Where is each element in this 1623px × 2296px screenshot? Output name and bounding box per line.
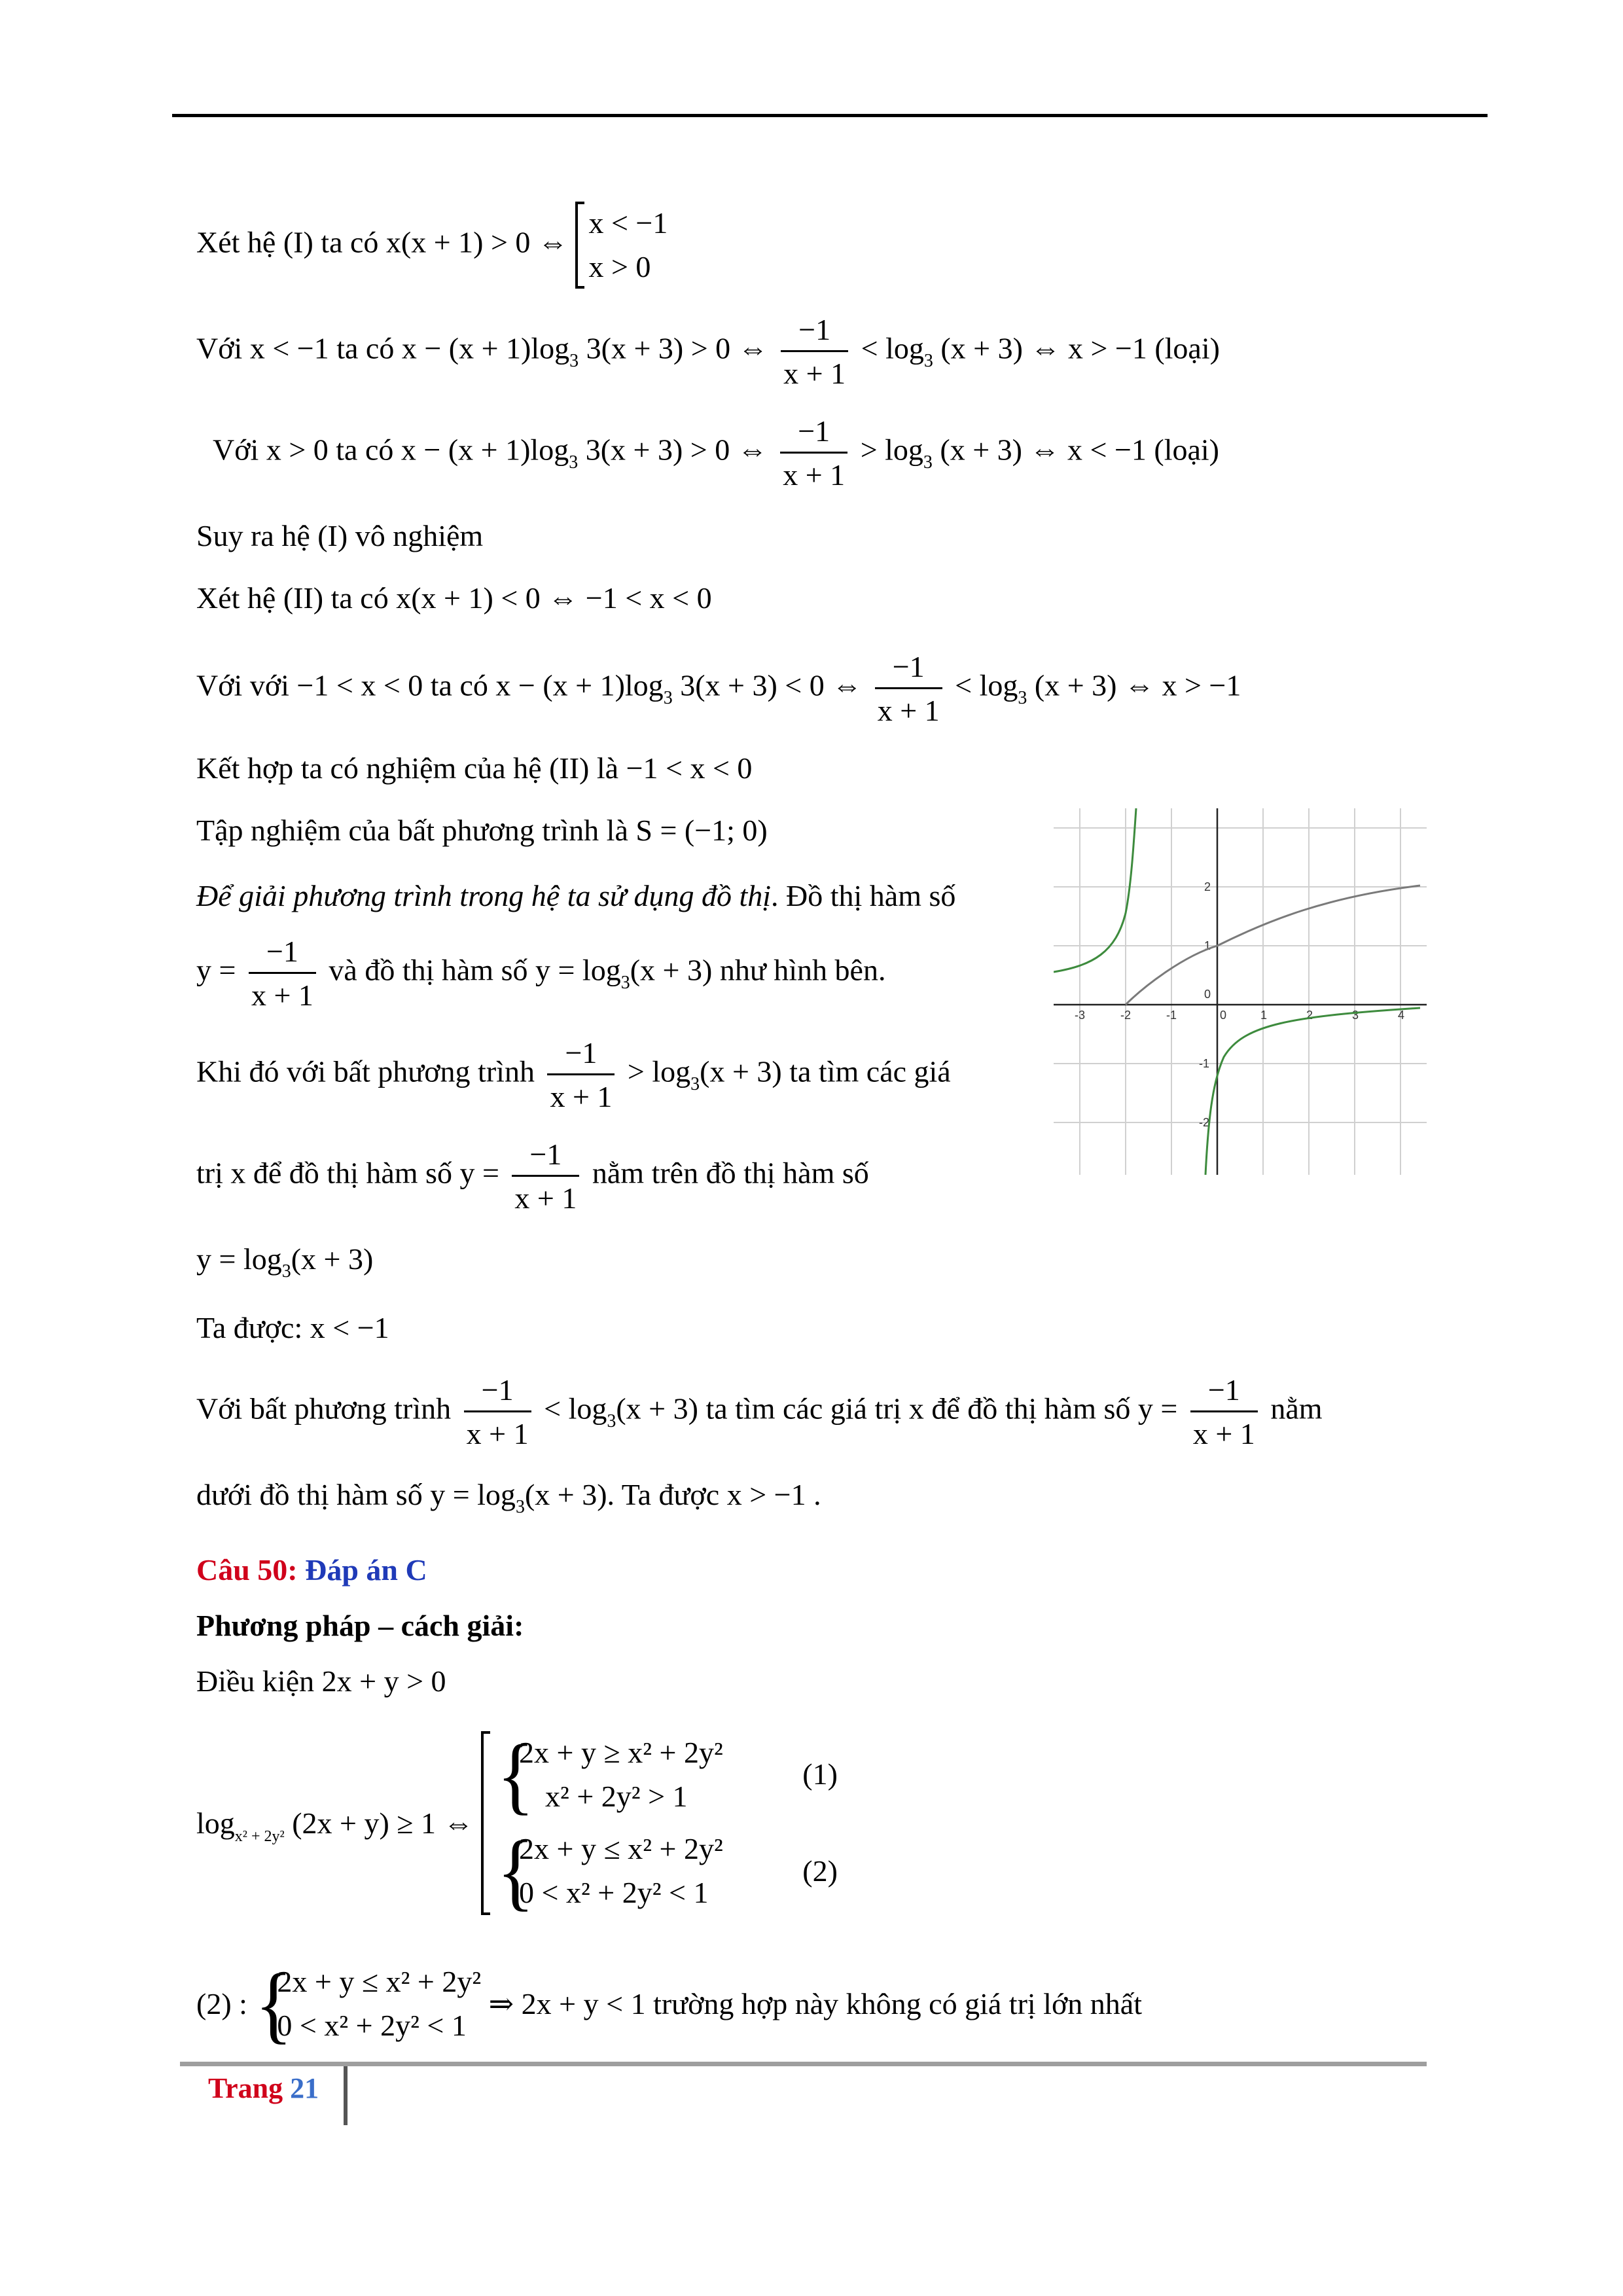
line-solution-II — [196, 749, 752, 787]
math: (x + 3) — [630, 953, 713, 987]
math: < log — [544, 1391, 607, 1426]
x-tick: 1 — [1260, 1009, 1268, 1022]
line-log-inequality — [196, 1726, 838, 1919]
text: Với bất phương trình — [196, 1391, 452, 1426]
line-log-func — [196, 1240, 374, 1282]
log-base: 3 — [923, 452, 933, 473]
math: < log — [861, 331, 924, 365]
line-below-graph — [196, 1476, 821, 1517]
log-base: 3 — [620, 972, 630, 993]
math: y = log — [430, 1478, 516, 1511]
note: (loại) — [1154, 331, 1220, 365]
text: Khi đó với bất phương trình — [196, 1054, 535, 1088]
math: (x + 3) — [700, 1054, 782, 1088]
page-number — [208, 2072, 319, 2105]
denominator: x + 1 — [783, 356, 846, 390]
numerator: −1 — [547, 1034, 615, 1075]
math: (x + 3) ⇔ x > −1 — [1034, 668, 1241, 702]
note: (loại) — [1154, 433, 1220, 467]
brace-system-1 — [497, 1726, 723, 1823]
line-case-x-lt-minus1 — [196, 311, 1220, 392]
question-label: Câu 50: — [196, 1553, 298, 1587]
math: −1 < x < 0 — [626, 751, 753, 785]
fraction — [512, 1136, 579, 1217]
last-line-a: 2x + y ≤ x² + 2y² — [277, 1965, 482, 1998]
denominator: x + 1 — [550, 1079, 613, 1113]
case-bracket — [481, 1726, 838, 1919]
brace-glyph: { — [255, 1955, 293, 2052]
line-graph-intro — [196, 877, 955, 915]
log-base: 3 — [923, 350, 933, 371]
log-base: 3 — [281, 1261, 291, 1282]
y-tick: 2 — [1204, 880, 1211, 893]
text: trường hợp này không có giá trị lớn nhất — [653, 1986, 1142, 2020]
line-inequality-2 — [196, 1371, 1323, 1452]
text: Ta được: — [196, 1311, 303, 1344]
text: Điều kiện — [196, 1664, 315, 1698]
math: (2x + y) ≥ 1 ⇔ — [292, 1806, 474, 1840]
brace-glyph: { — [497, 1726, 535, 1823]
text: ta tìm các giá — [789, 1054, 951, 1088]
log-base: x² + 2y² — [234, 1827, 285, 1845]
numerator: −1 — [781, 311, 848, 352]
math: (x + 3) — [616, 1391, 698, 1426]
math: x − (x + 1)log — [495, 668, 664, 702]
x-tick: -3 — [1075, 1009, 1086, 1022]
text: Với x < −1 ta có — [196, 331, 395, 365]
text: và đồ thị hàm số — [329, 953, 528, 987]
log-base: 3 — [607, 1410, 616, 1431]
math: 3(x + 3) > 0 ⇔ — [585, 433, 768, 467]
math: (x + 3) — [291, 1242, 374, 1276]
text: Xét hệ (I) ta có — [196, 225, 379, 259]
math: < log — [955, 668, 1018, 702]
sys1-line-b: x² + 2y² > 1 — [545, 1779, 688, 1813]
x-tick: 3 — [1352, 1009, 1359, 1022]
math: y = log — [196, 1242, 282, 1276]
method-label: Phương pháp – cách giải: — [196, 1609, 524, 1642]
line-case-x-gt-0 — [213, 412, 1219, 493]
numerator: −1 — [464, 1371, 531, 1412]
math: 2x + y > 0 — [321, 1664, 446, 1698]
math: x − (x + 1)log — [401, 433, 569, 467]
math: y = — [196, 953, 236, 987]
numerator: −1 — [512, 1136, 579, 1177]
y-tick: -2 — [1199, 1116, 1210, 1129]
graph-background — [1054, 808, 1427, 1175]
fraction — [547, 1034, 615, 1115]
math: ⇒ 2x + y < 1 — [488, 1986, 646, 2020]
numerator: −1 — [1190, 1371, 1258, 1412]
function-graph — [1054, 808, 1427, 1175]
case-1: x < −1 — [588, 206, 668, 240]
text: ta tìm các giá trị x để đồ thị hàm số — [705, 1391, 1131, 1426]
denominator: x + 1 — [514, 1181, 577, 1215]
text: trị x để đồ thị hàm số — [196, 1156, 452, 1190]
question-50-heading — [196, 1551, 427, 1589]
fraction — [780, 412, 847, 493]
denominator: x + 1 — [466, 1416, 529, 1450]
sys2-line-b: 0 < x² + 2y² < 1 — [519, 1876, 709, 1910]
denominator: x + 1 — [251, 978, 313, 1012]
x-tick: -2 — [1120, 1009, 1132, 1022]
math: y = log — [535, 953, 621, 987]
line-system-I — [196, 202, 668, 289]
denominator: x + 1 — [783, 457, 846, 492]
brace-system-last — [255, 1955, 482, 2052]
math: log — [196, 1806, 235, 1840]
header-rule — [172, 114, 1488, 117]
last-line-b: 0 < x² + 2y² < 1 — [277, 2008, 467, 2042]
line-conclusion-I — [196, 517, 483, 555]
footer-divider — [344, 2066, 348, 2125]
line-case-2 — [196, 1955, 1142, 2052]
x-tick: 4 — [1398, 1009, 1405, 1022]
tag-2: (2) — [802, 1854, 838, 1888]
text: Xét hệ (II) ta có — [196, 581, 389, 615]
method-heading — [196, 1607, 524, 1645]
log-base: 3 — [569, 452, 579, 473]
math: x(x + 1) > 0 ⇔ — [385, 225, 568, 259]
line-inequality-1 — [196, 1034, 951, 1115]
denominator: x + 1 — [1192, 1416, 1255, 1450]
log-base: 3 — [515, 1497, 525, 1517]
system-2 — [497, 1823, 838, 1919]
numerator: −1 — [249, 933, 316, 974]
text: . Ta được — [607, 1478, 720, 1511]
case-bracket — [575, 202, 668, 289]
y-tick: 1 — [1204, 939, 1211, 952]
math: S = (−1; 0) — [635, 814, 768, 847]
sys2-line-a: 2x + y ≤ x² + 2y² — [519, 1832, 723, 1866]
page-number-value: 21 — [290, 2072, 319, 2104]
numerator: −1 — [875, 648, 942, 689]
numerator: −1 — [780, 412, 847, 454]
fraction — [875, 648, 942, 729]
text: như hình bên. — [719, 953, 886, 987]
italic-text: Để giải phương trình trong hệ ta sử dụng đồ thị — [196, 879, 772, 912]
page-label: Trang — [208, 2072, 283, 2104]
footer-rule — [180, 2062, 1427, 2066]
math: y = — [459, 1156, 499, 1190]
line-solution-set — [196, 812, 768, 850]
fraction — [249, 933, 316, 1014]
math: x > −1 . — [726, 1478, 821, 1511]
math: > log — [627, 1054, 691, 1088]
log-base: 3 — [690, 1073, 700, 1094]
x-tick: -1 — [1166, 1009, 1177, 1022]
y-tick: 0 — [1204, 988, 1211, 1001]
text: Với với −1 < x < 0 ta có — [196, 668, 488, 702]
log-base: 3 — [663, 687, 673, 708]
system-1 — [497, 1726, 838, 1823]
sys1-line-a: 2x + y ≥ x² + 2y² — [519, 1736, 723, 1769]
y-tick: -1 — [1199, 1057, 1210, 1070]
math: (x + 3) ⇔ x > −1 — [940, 331, 1147, 365]
line-functions — [196, 933, 885, 1014]
text: dưới đồ thị hàm số — [196, 1478, 423, 1511]
math: 3(x + 3) > 0 ⇔ — [586, 331, 768, 365]
line-case-II — [196, 648, 1241, 729]
line-above-graph — [196, 1136, 869, 1217]
tag-1: (1) — [802, 1757, 838, 1791]
brace-glyph: { — [497, 1823, 535, 1919]
fraction — [1190, 1371, 1258, 1452]
text: nằm trên đồ thị hàm số — [592, 1156, 869, 1190]
fraction — [464, 1371, 531, 1452]
math: (x + 3) — [524, 1478, 607, 1511]
line-result-1 — [196, 1309, 389, 1347]
math: x(x + 1) < 0 ⇔ −1 < x < 0 — [396, 581, 712, 615]
math: y = — [1137, 1391, 1178, 1426]
case-2: x > 0 — [588, 249, 651, 283]
log-base: 3 — [1018, 687, 1027, 708]
text: Với x > 0 ta có — [213, 433, 394, 467]
text: . Đồ thị hàm số — [771, 879, 956, 912]
text: Suy ra hệ (I) vô nghiệm — [196, 519, 484, 552]
brace-system-2 — [497, 1823, 723, 1919]
text: nằm — [1270, 1391, 1323, 1426]
line-system-II — [196, 579, 712, 617]
math: x < −1 — [310, 1311, 389, 1344]
text: Kết hợp ta có nghiệm của hệ (II) là — [196, 751, 619, 785]
line-condition — [196, 1662, 446, 1700]
x-tick: 2 — [1306, 1009, 1313, 1022]
math: (x + 3) ⇔ x < −1 — [940, 433, 1147, 467]
text: Tập nghiệm của bất phương trình là — [196, 814, 628, 847]
answer-label: Đáp án C — [305, 1553, 427, 1587]
math: 3(x + 3) < 0 ⇔ — [680, 668, 863, 702]
math: > log — [860, 433, 923, 467]
denominator: x + 1 — [877, 693, 940, 727]
x-tick: 0 — [1220, 1009, 1227, 1022]
log-base: 3 — [569, 350, 579, 371]
math: x − (x + 1)log — [401, 331, 570, 365]
fraction — [781, 311, 848, 392]
label: (2) : — [196, 1986, 247, 2020]
